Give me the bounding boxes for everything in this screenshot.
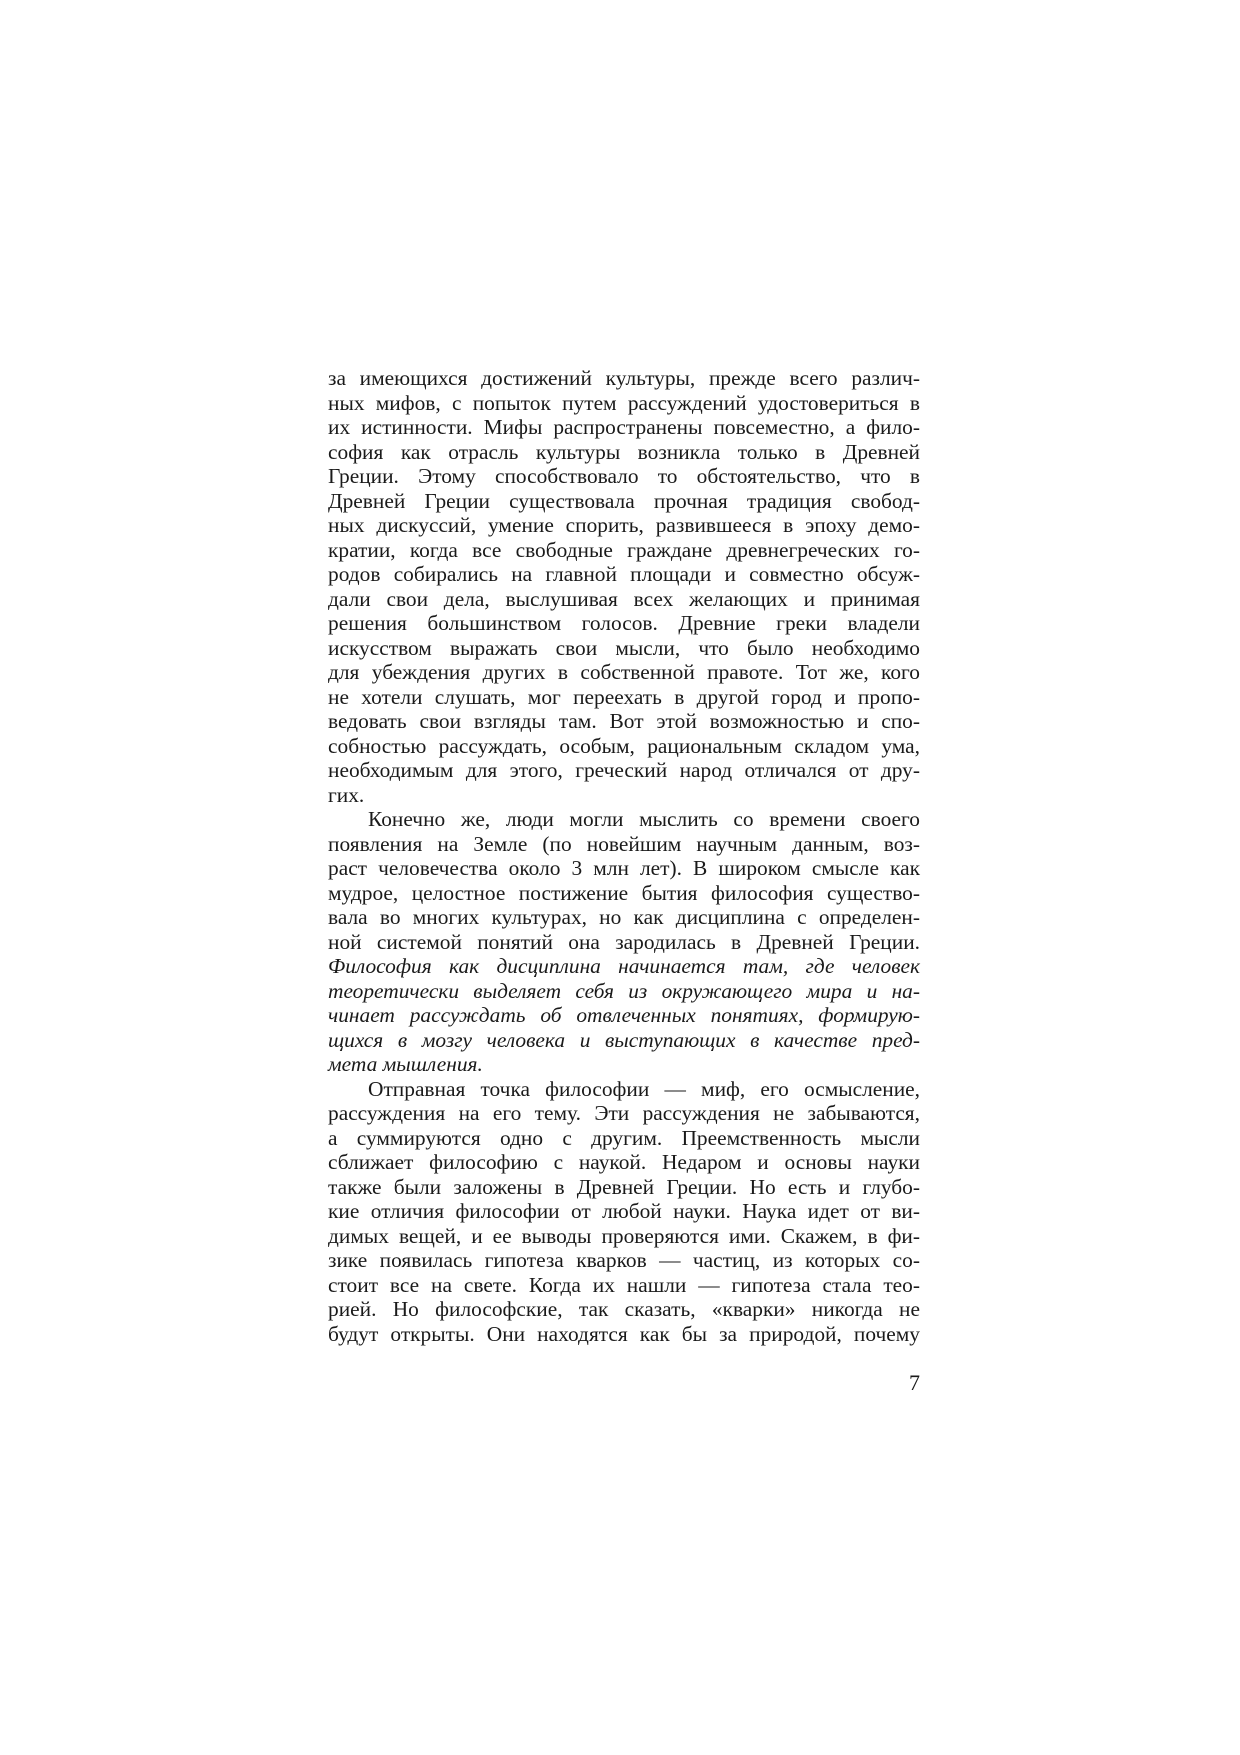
text-line: для убеждения других в собственной правоте. Тот же, кого	[328, 660, 920, 684]
paragraph-3	[328, 1077, 920, 1347]
text-line: вала во многих культурах, но как дисциплина с определен-	[328, 905, 920, 929]
text-line: Отправная точка философии — миф, его осмысление,	[368, 1076, 920, 1101]
emphasis-line: теоретически выделяет себя из окружающего мира и на-	[328, 978, 920, 1003]
text-line: собностью рассуждать, особым, рациональным складом ума,	[328, 733, 920, 758]
text-line: ных мифов, с попыток путем рассуждений удостовериться в	[328, 390, 920, 415]
emphasis-line: щихся в мозгу человека и выступающих в качестве пред-	[328, 1027, 920, 1052]
text-line: искусством выражать свои мысли, что было необходимо	[328, 635, 920, 660]
paragraph-1	[328, 366, 920, 807]
text-line: родов собирались на главной площади и совместно обсуж-	[328, 562, 920, 586]
emphasis-line: чинает рассуждать об отвлеченных понятиях, формирую-	[328, 1003, 920, 1027]
text-line: будут открыты. Они находятся как бы за природой, почему	[328, 1321, 920, 1346]
text-line: гих.	[328, 782, 365, 807]
text-line: появления на Земле (по новейшим научным данным, воз-	[328, 831, 920, 856]
text-line: за имеющихся достижений культуры, прежде всего различ-	[328, 366, 920, 390]
text-line: а суммируются одно с другим. Преемственность мысли	[328, 1125, 920, 1150]
text-line: Греции. Этому способствовало то обстоятельство, что в	[328, 464, 920, 488]
text-line: рассуждения на его тему. Эти рассуждения не забываются,	[328, 1101, 920, 1125]
text-line: димых вещей, и ее выводы проверяются ими. Скажем, в фи-	[328, 1223, 920, 1248]
text-line: кие отличия философии от любой науки. Наука идет от ви-	[328, 1199, 920, 1223]
text-line: ной системой понятий она зародилась в Древней Греции.	[328, 929, 920, 954]
text-line: рией. Но философские, так сказать, «кварки» никогда не	[328, 1297, 920, 1321]
text-line: стоит все на свете. Когда их нашли — гипотеза стала тео-	[328, 1272, 920, 1297]
text-line: мудрое, целостное постижение бытия философия существо-	[328, 880, 920, 905]
text-line: ведовать свои взгляды там. Вот этой возможностью и спо-	[328, 709, 920, 733]
text-line: сближает философию с наукой. Недаром и основы науки	[328, 1150, 920, 1174]
body-text	[328, 366, 920, 1346]
text-line: Конечно же, люди могли мыслить со времени своего	[368, 807, 920, 831]
text-line: кратии, когда все свободные граждане древнегреческих го-	[328, 537, 920, 562]
text-line: не хотели слушать, мог переехать в другой город и пропо-	[328, 684, 920, 709]
text-line: ных дискуссий, умение спорить, развившееся в эпоху демо-	[328, 513, 920, 537]
text-line: зике появилась гипотеза кварков — частиц, из которых со-	[328, 1248, 920, 1272]
text-line: также были заложены в Древней Греции. Но есть и глубо-	[328, 1174, 920, 1199]
emphasis-line: мета мышления.	[328, 1052, 483, 1076]
text-line: раст человечества около 3 млн лет). В широком смысле как	[328, 856, 920, 880]
text-line: Древней Греции существовала прочная традиция свобод-	[328, 488, 920, 513]
text-line: необходимым для этого, греческий народ отличался от дру-	[328, 758, 920, 782]
emphasis-line: Философия как дисциплина начинается там, где человек	[328, 954, 920, 978]
page-number: 7	[909, 1370, 920, 1395]
paragraph-2	[328, 807, 920, 1077]
text-line: решения большинством голосов. Древние греки владели	[328, 611, 920, 635]
text-line: их истинности. Мифы распространены повсеместно, а фило-	[328, 415, 920, 439]
text-line: дали свои дела, выслушивая всех желающих и принимая	[328, 586, 920, 611]
text-line: софия как отрасль культуры возникла только в Древней	[328, 439, 920, 464]
